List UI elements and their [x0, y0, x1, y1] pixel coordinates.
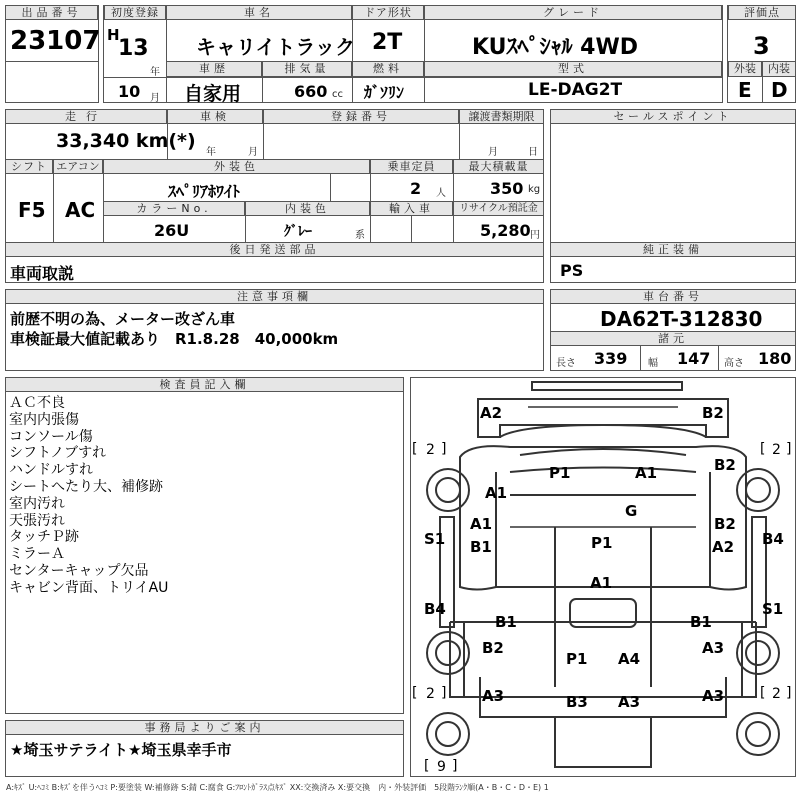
damage-mark: A1	[635, 464, 658, 482]
inspector-label: 検査員記入欄	[5, 377, 404, 392]
transfer-label: 譲渡書類期限	[459, 109, 544, 124]
era-letter: H	[107, 26, 120, 44]
width: 147	[677, 349, 711, 368]
door-type: 2T	[372, 30, 403, 55]
spec-label: 諸元	[550, 331, 796, 346]
displacement-unit: cc	[332, 89, 343, 100]
model-label: 型式	[424, 61, 722, 77]
tire-front-left: 2	[426, 442, 435, 458]
damage-mark: G	[625, 502, 638, 520]
damage-mark: P1	[591, 534, 613, 552]
damage-mark: B2	[482, 639, 504, 657]
vehicle-name: キャリイトラック	[196, 35, 355, 59]
note-line: 天張汚れ	[9, 512, 65, 529]
int-color-label: 内装色	[245, 201, 370, 216]
reg-label: 登録番号	[263, 109, 459, 124]
height-label: 高さ	[724, 358, 744, 369]
damage-mark: A2	[712, 538, 735, 556]
damage-mark: B2	[702, 404, 724, 422]
damage-mark: A1	[470, 515, 493, 533]
damage-mark: B4	[424, 600, 446, 618]
recycle-label: リサイクル預託金	[453, 201, 544, 216]
caution-label: 注意事項欄	[5, 289, 544, 304]
shift-label: シフト	[5, 159, 53, 174]
tire-rear-left: 2	[426, 686, 435, 702]
interior-color: ｸﾞﾚｰ	[284, 224, 312, 240]
chassis-label: 車台番号	[550, 289, 796, 304]
sales-point-label: セールスポイント	[550, 109, 796, 124]
exterior-score: E	[738, 78, 752, 102]
length-label: 長さ	[556, 358, 576, 369]
note-line: ＡＣ不良	[9, 395, 65, 411]
interior-color-suffix: 系	[355, 230, 365, 241]
tire-spare: 9	[437, 759, 446, 775]
damage-mark: A3	[702, 639, 725, 657]
damage-mark: S1	[762, 600, 784, 618]
year-unit: 年	[150, 67, 160, 78]
tire-rear-right: 2	[772, 686, 781, 702]
seats: 2	[410, 179, 422, 198]
damage-mark: B3	[566, 693, 588, 711]
month-value: 10	[118, 82, 141, 101]
displacement-label: 排気量	[262, 61, 352, 77]
transfer-month: 月	[488, 147, 498, 158]
damage-mark: B1	[690, 613, 712, 631]
note-line: キャビン背面、トリイAU	[9, 579, 169, 596]
door-label: ドア形状	[352, 5, 424, 20]
load-label: 最大積載量	[453, 159, 544, 174]
equipment: PS	[560, 261, 584, 280]
note-line: 室内汚れ	[9, 495, 65, 512]
damage-mark: A2	[480, 404, 503, 422]
damage-mark: B1	[495, 613, 517, 631]
inspection-year: 年	[206, 147, 216, 158]
length: 339	[594, 349, 628, 368]
caution-line-1: 前歴不明の為、メーター改ざん車	[10, 310, 236, 328]
exterior-label: 外装	[728, 61, 762, 77]
import-label: 輸入車	[370, 201, 453, 216]
lot-number: 23107	[10, 26, 101, 56]
note-line: ミラーＡ	[9, 546, 65, 563]
score-label: 評価点	[728, 5, 796, 20]
damage-mark: A1	[485, 484, 508, 502]
damage-mark: P1	[549, 464, 571, 482]
note-line: センターキャップ欠品	[9, 562, 149, 579]
recycle-unit: 円	[530, 230, 540, 241]
year-value: 13	[118, 36, 149, 61]
fuel: ｶﾞｿﾘﾝ	[364, 83, 405, 102]
width-label: 幅	[648, 358, 658, 369]
seats-label: 乗車定員	[370, 159, 453, 174]
lot-label: 出品番号	[5, 5, 98, 20]
seats-unit: 人	[436, 188, 446, 199]
transfer-day: 日	[528, 147, 538, 158]
interior-score: D	[771, 78, 788, 102]
load-unit: kg	[528, 184, 541, 195]
shift: F5	[18, 198, 46, 222]
grade-label: グレード	[424, 5, 722, 20]
equipment-label: 純正装備	[550, 242, 796, 257]
note-line: シートへたり大、補修跡	[9, 478, 163, 495]
damage-mark: B4	[762, 530, 784, 548]
model: LE-DAG2T	[528, 80, 623, 100]
inspector-notes	[9, 395, 168, 597]
damage-mark: A4	[618, 650, 641, 668]
damage-mark: A1	[590, 574, 613, 592]
displacement: 660	[294, 82, 328, 101]
grade: KUｽﾍﾟｼｬﾙ 4WD	[472, 35, 639, 60]
load: 350	[490, 179, 524, 198]
office-label: 事務局よりご案内	[5, 720, 404, 735]
exterior-color: ｽﾍﾟﾘｱﾎﾜｲﾄ	[168, 182, 241, 201]
height: 180	[758, 349, 792, 368]
color-no-label: カラーNo.	[103, 201, 245, 216]
note-line: シフトノブすれ	[9, 445, 107, 462]
inspection-label: 車検	[167, 109, 263, 124]
caution-line-2: 車検証最大値記載あり R1.8.28 40,000km	[10, 330, 339, 348]
month-unit: 月	[150, 93, 160, 104]
name-label: 車名	[166, 5, 352, 20]
mileage: 33,340 km(*)	[56, 130, 196, 152]
fuel-label: 燃料	[352, 61, 424, 77]
recycle-fee: 5,280	[480, 221, 531, 240]
note-line: 室内内張傷	[9, 411, 79, 428]
chassis-number: DA62T-312830	[600, 307, 763, 331]
office-text: ★埼玉サテライト★埼玉県幸手市	[10, 741, 232, 759]
history: 自家用	[184, 83, 242, 105]
first-reg-label: 初度登録	[104, 5, 166, 20]
damage-mark: B2	[714, 456, 736, 474]
damage-mark: B1	[470, 538, 492, 556]
damage-mark: A3	[702, 687, 725, 705]
ac-label: エアコン	[53, 159, 103, 174]
damage-mark: A3	[482, 687, 505, 705]
color-label: 外装色	[103, 159, 370, 174]
tire-front-right: 2	[772, 442, 781, 458]
damage-mark: A3	[618, 693, 641, 711]
mileage-label: 走行	[5, 109, 167, 124]
damage-mark: S1	[424, 530, 446, 548]
score: 3	[753, 32, 770, 60]
color-number: 26U	[154, 221, 190, 240]
inspection-month: 月	[248, 147, 258, 158]
note-line: コンソール傷	[9, 428, 93, 445]
history-label: 車歴	[166, 61, 262, 77]
damage-mark: P1	[566, 650, 588, 668]
ac: AC	[65, 198, 96, 222]
note-line: ハンドルすれ	[9, 462, 93, 479]
note-line: タッチＰ跡	[9, 529, 79, 546]
interior-label: 内装	[762, 61, 796, 77]
later-parts: 車両取説	[10, 264, 75, 283]
later-parts-label: 後日発送部品	[5, 242, 544, 257]
damage-mark: B2	[714, 515, 736, 533]
legend: A:ｷｽﾞ U:ﾍｺﾐ B:ｷｽﾞを伴うﾍｺﾐ P:要塗装 W:補修跡 S:錆 C:腐食 G:ﾌﾛﾝﾄｶﾞﾗｽ点ｷｽﾞ XX:交換済み X:要交換 内・外装評価 5段階ﾗﾝｸ順(A・B・C・D・E) 1	[6, 783, 549, 792]
